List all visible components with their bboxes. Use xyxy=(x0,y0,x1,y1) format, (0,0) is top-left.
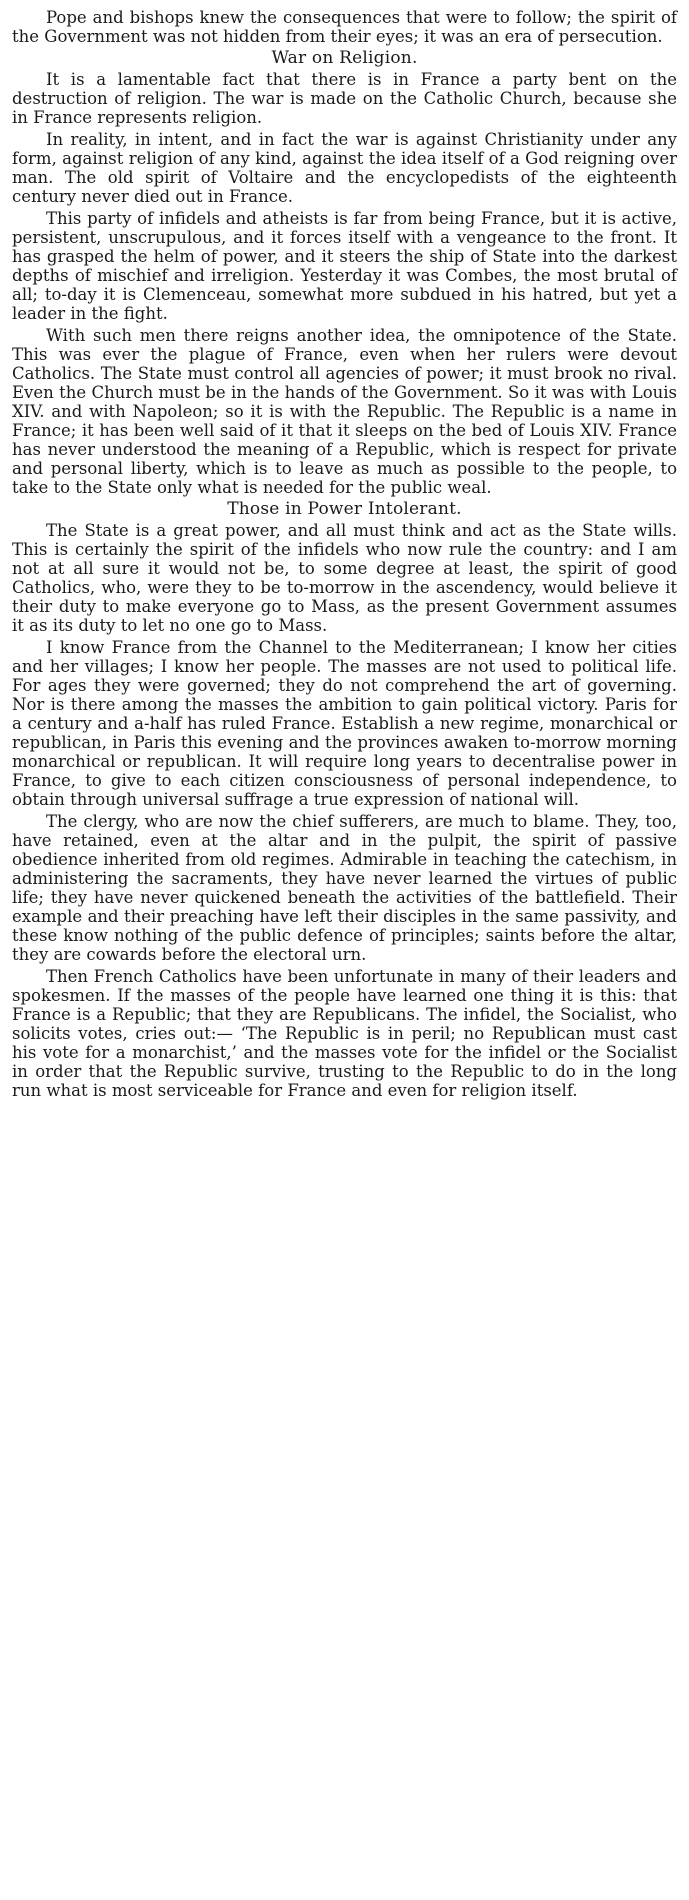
heading-war-on-religion: War on Religion. xyxy=(271,48,418,68)
paragraph-party-of-infidels: This party of infidels and atheists is far from being France, but it is active, persistent, unscrupulous, and it forces itself with a vengeance to the front. It has grasped the helm of power, and it steers the ship of State into the darkest depths of mischief and irreligion. Yesterday it was Combes, the most brutal of all; to-day it is Clemenceau, somewhat more subdued in his hatred, but yet a leader in the fight. xyxy=(12,209,677,323)
paragraph-state-great-power: The State is a great power, and all must think and act as the State wills. This is certainly the spirit of the infidels who now rule the country: and I am not at all sure it would not be, to some degree at least, the spirit of good Catholics, who, were they to be to-morrow in the ascendency, would believe it their duty to make everyone go to Mass, as the present Government assumes it as its duty to let no one go to Mass. xyxy=(12,521,677,635)
paragraph-know-france: I know France from the Channel to the Mediterranean; I know her cities and her villages; I know her people. The masses are not used to political life. For ages they were governed; they do not comprehend the art of governing. Nor is there among the masses the ambition to gain political victory. Paris for a century and a-half has ruled France. Establish a new regime, monarchical or republican, in Paris this evening and the provinces awaken to-morrow morning monarchical or republican. It will require long years to decentralise power in France, to give to each citizen consciousness of personal independence, to obtain through universal suffrage a true expression of national will. xyxy=(12,638,677,809)
heading-those-in-power: Those in Power Intolerant. xyxy=(227,499,462,519)
paragraph-french-catholics: Then French Catholics have been unfortunate in many of their leaders and spokesmen. If the masses of the people have learned one thing it is this: that France is a Republic; that they are Republicans. The infidel, the Socialist, who solicits votes, cries out:— ‘The Republic is in peril; no Republican must cast his vote for a monarchist,’ and the masses vote for the infidel or the Socialist in order that the Republic survive, trusting to the Republic to do in the long run what is most serviceable for France and even for religion itself. xyxy=(12,967,677,1100)
paragraph-persecution: Pope and bishops knew the consequences that were to follow; the spirit of the Government was not hidden from their eyes; it was an era of persecution. xyxy=(12,8,677,46)
paragraph-clergy: The clergy, who are now the chief sufferers, are much to blame. They, too, have retained, even at the altar and in the pulpit, the spirit of passive obedience inherited from old regimes. Admirable in teaching the catechism, in administering the sacraments, they have never learned the virtues of public life; they have never quickened beneath the activities of the battlefield. Their example and their preaching have left their disciples in the same passivity, and these know nothing of the public defence of principles; saints before the altar, they are cowards before the electoral urn. xyxy=(12,812,677,964)
paragraph-omnipotence-of-state: With such men there reigns another idea, the omnipotence of the State. This was ever the plague of France, even when her rulers were devout Catholics. The State must control all agencies of power; it must brook no rival. Even the Church must be in the hands of the Government. So it was with Louis XIV. and with Napoleon; so it is with the Republic. The Republic is a name in France; it has been well said of it that it sleeps on the bed of Louis XIV. France has never understood the meaning of a Republic, which is respect for private and personal liberty, which is to leave as much as possible to the people, to take to the State only what is needed for the public weal. xyxy=(12,326,677,497)
paragraph-lamentable-fact: It is a lamentable fact that there is in France a party bent on the destruction of religion. The war is made on the Catholic Church, because she in France represents religion. xyxy=(12,70,677,127)
paragraph-in-reality: In reality, in intent, and in fact the war is against Christianity under any form, against religion of any kind, against the idea itself of a God reigning over man. The old spirit of Voltaire and the encyclopedists of the eighteenth century never died out in France. xyxy=(12,130,677,206)
